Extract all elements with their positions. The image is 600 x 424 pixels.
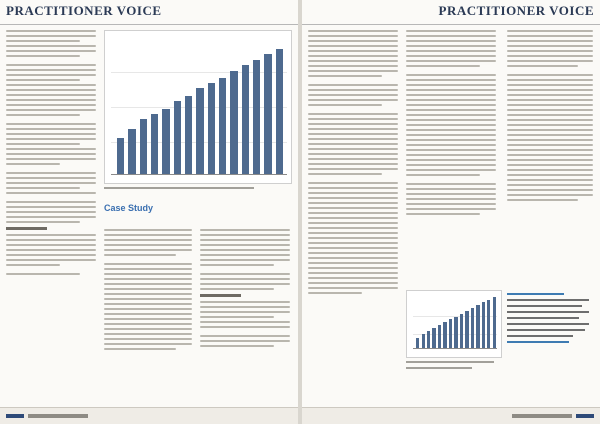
figure-4-bar: [443, 322, 446, 348]
figure-3-bars: [115, 44, 285, 174]
figure-3-bar: [117, 138, 124, 174]
figure-3-bar: [185, 96, 192, 174]
figure-3-bar: [219, 78, 226, 174]
figure-4-bar: [454, 317, 457, 348]
figure-4-bar: [482, 302, 485, 348]
figure-3-bar: [162, 109, 169, 174]
figure-4-caption: [406, 367, 472, 369]
figure-4-bar: [432, 328, 435, 348]
left-page-header: [0, 0, 298, 25]
figure-4-bar: [427, 331, 430, 348]
right-column-3: [507, 30, 593, 204]
figure-3-bar: [174, 101, 181, 174]
left-column-3: [200, 229, 290, 350]
section-title: PRACTITIONER VOICE: [6, 3, 162, 18]
figure-4-bar: [493, 297, 496, 348]
case-study-title: Case Study: [104, 203, 154, 213]
right-page-footer: [302, 407, 600, 424]
figure-3-caption: [104, 187, 254, 189]
figure-3-bar: [128, 129, 135, 175]
case-study-heading: [104, 203, 290, 227]
figure-3-bar: [151, 114, 158, 174]
figure-3-bar: [208, 83, 215, 174]
author-bio: [507, 293, 589, 383]
figure-3-chart: [104, 30, 292, 184]
right-column-1: [308, 30, 398, 297]
figure-3-bar: [253, 60, 260, 174]
right-page-header: [302, 0, 600, 25]
figure-4-caption: [406, 361, 494, 363]
figure-4-bar: [449, 319, 452, 348]
figure-4-bar: [460, 314, 463, 348]
left-column-2: [104, 229, 192, 353]
figure-4-bar: [476, 305, 479, 348]
figure-4-bar: [465, 311, 468, 348]
figure-4-bar: [416, 338, 419, 348]
left-column-1: [6, 30, 96, 278]
figure-4-bar: [487, 300, 490, 348]
figure-3-bar: [276, 49, 283, 174]
figure-4-bar: [422, 334, 425, 348]
figure-3-bar: [264, 54, 271, 174]
left-page: [0, 0, 298, 424]
figure-3-bar: [140, 119, 147, 174]
figure-3-bar: [196, 88, 203, 174]
right-page: [302, 0, 600, 424]
figure-3-bar: [230, 71, 237, 174]
right-column-2: [406, 30, 496, 218]
figure-4-bars: [415, 296, 497, 348]
figure-3-bar: [242, 65, 249, 174]
left-page-footer: [0, 407, 298, 424]
figure-4-bar: [471, 308, 474, 348]
figure-4-chart: [406, 290, 502, 358]
section-title: PRACTITIONER VOICE: [438, 3, 594, 18]
figure-4-bar: [438, 325, 441, 348]
